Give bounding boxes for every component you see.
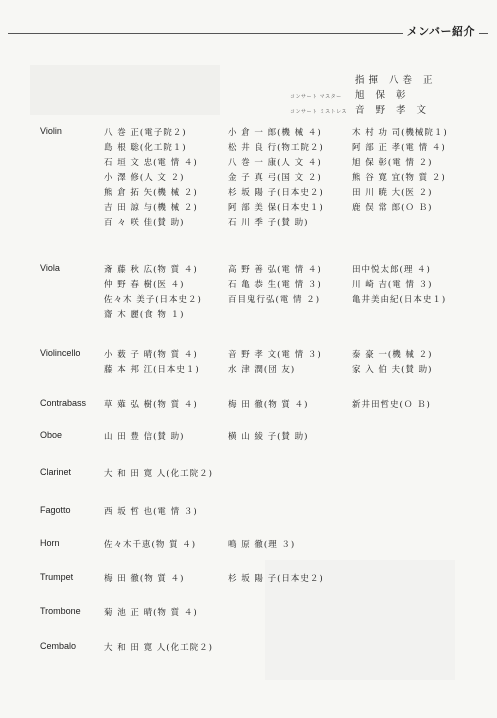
member-entry: 亀井美由紀(日本史１) [352,295,447,305]
member-entry: 佐々木 美子(日本史２) [104,295,202,305]
member-entry: 熊 倉 拓 矢(機 械 ２) [104,188,198,198]
section-cembalo [40,641,482,656]
member-entry [352,430,482,445]
member-grid [104,126,482,231]
member-grid [104,263,482,323]
staff-role: コンサート ミストレス [290,109,347,115]
member-entry [352,641,482,656]
member-entry: 石 亀 恭 生(電 情 ３) [228,280,322,290]
member-entry: 泰 豪 一(機 械 ２) [352,350,433,360]
section-trumpet [40,572,482,587]
member-entry: 斎 藤 秋 広(物 質 ４) [104,265,198,275]
member-grid [104,348,482,378]
member-entry: 仲 野 春 樹(医 ４) [104,280,185,290]
member-entry: 梅 田 徹(物 質 ４) [228,400,309,410]
member-grid [104,641,482,656]
member-entry: 阿 部 正 孝(電 情 ４) [352,143,446,153]
member-entry [228,308,352,323]
member-entry [352,606,482,621]
instrument-label: Violincello [40,348,81,358]
instrument-label: Fagotto [40,505,71,515]
member-entry: 百目鬼行弘(電 情 ２) [228,295,321,305]
staff-name: 音 野 孝 文 [355,105,431,116]
member-entry: 田中悦太郎(理 ４) [352,265,431,275]
member-entry: 菊 池 正 晴(物 質 ４) [104,608,198,618]
member-entry: 音 野 孝 文(電 情 ３) [228,350,322,360]
member-entry: 石 川 季 子(賛 助) [228,218,309,228]
member-entry: 杉 坂 陽 子(日本史２) [228,574,324,584]
member-entry: 石 垣 文 忠(電 情 ４) [104,158,198,168]
member-grid [104,467,482,482]
section-clarinet [40,467,482,482]
member-entry: 田 川 暁 大(医 ２) [352,188,433,198]
member-entry: 松 井 良 行(物工院２) [228,143,324,153]
member-grid [104,572,482,587]
member-entry [228,505,352,520]
member-entry: 大 和 田 寛 人(化工院２) [104,643,213,653]
member-entry: 水 津 潤(団 友) [228,365,296,375]
member-entry: 島 根 聡(化工院１) [104,143,187,153]
member-entry [352,467,482,482]
member-entry: 鹿 俣 常 郎(Ｏ Ｂ) [352,203,433,213]
member-entry: 八 巻 正(電子院２) [104,128,187,138]
member-entry [352,572,482,587]
member-entry: 木 村 功 司(機械院１) [352,128,448,138]
instrument-label: Oboe [40,430,63,440]
member-entry [228,467,352,482]
member-entry: 山 田 豊 信(賛 助) [104,432,185,442]
member-grid [104,430,482,445]
section-viola [40,263,482,323]
member-entry: 佐々木千恵(物 質 ４) [104,540,197,550]
member-entry: 旭 保 彰(電 情 ２) [352,158,433,168]
member-entry [228,641,352,656]
member-grid [104,398,482,413]
section-oboe [40,430,482,445]
member-entry [352,505,482,520]
member-entry: 新井田哲史(Ｏ Ｂ) [352,400,431,410]
member-entry: 小 澤 修(人 文 ２) [104,173,185,183]
staff-role: コンサート マスター [290,94,342,100]
member-entry: 藤 本 邦 江(日本史１) [104,365,200,375]
member-grid [104,606,482,621]
instrument-label: Horn [40,538,60,548]
member-entry: 大 和 田 寛 人(化工院２) [104,469,213,479]
member-entry: 小 倉 一 郎(機 械 ４) [228,128,322,138]
member-entry [228,606,352,621]
member-entry: 熊 谷 寛 宜(物 質 ２) [352,173,446,183]
instrument-label: Viola [40,263,60,273]
member-entry: 齋 木 麗(食 物 １) [104,310,185,320]
member-entry: 梅 田 徹(物 質 ４) [104,574,185,584]
instrument-label: Trumpet [40,572,74,582]
background-ghost-print [30,65,220,115]
instrument-label: Cembalo [40,641,77,651]
section-contrabass [40,398,482,413]
member-entry: 八 巻 一 康(人 文 ４) [228,158,322,168]
section-horn [40,538,482,553]
member-entry: 草 薙 弘 樹(物 質 ４) [104,400,198,410]
member-entry: 阿 部 美 保(日本史１) [228,203,324,213]
instrument-label: Violin [40,126,62,136]
instrument-label: Clarinet [40,467,72,477]
member-entry: 百 々 咲 佳(賛 助) [104,218,185,228]
member-entry: 高 野 善 弘(電 情 ４) [228,265,322,275]
member-entry: 川 崎 吉(電 情 ３) [352,280,433,290]
member-grid [104,538,482,553]
member-entry: 小 薮 子 晴(物 質 ４) [104,350,198,360]
instrument-label: Contrabass [40,398,87,408]
instrument-label: Trombone [40,606,81,616]
staff-row [290,87,437,102]
section-violin [40,126,482,231]
member-entry [352,538,482,553]
member-entry: 家 入 伯 夫(賛 助) [352,365,433,375]
member-entry: 金 子 真 弓(国 文 ２) [228,173,322,183]
member-entry: 鳴 原 徹(理 ３) [228,540,296,550]
staff-name: 指揮 八巻 正 [355,75,437,86]
section-violincello [40,348,482,378]
staff-row [290,72,437,87]
page-title: メンバー紹介 [403,23,479,39]
member-entry: 横 山 綾 子(賛 助) [228,432,309,442]
section-trombone [40,606,482,621]
section-fagotto [40,505,482,520]
member-entry: 西 坂 哲 也(電 情 ３) [104,507,198,517]
member-entry: 吉 田 諒 与(機 械 ２) [104,203,198,213]
staff-list [290,72,437,117]
staff-name: 旭 保 彰 [355,90,410,101]
member-entry [352,216,482,231]
member-grid [104,505,482,520]
member-entry [352,308,482,323]
staff-row [290,102,437,117]
member-entry: 杉 坂 陽 子(日本史２) [228,188,324,198]
